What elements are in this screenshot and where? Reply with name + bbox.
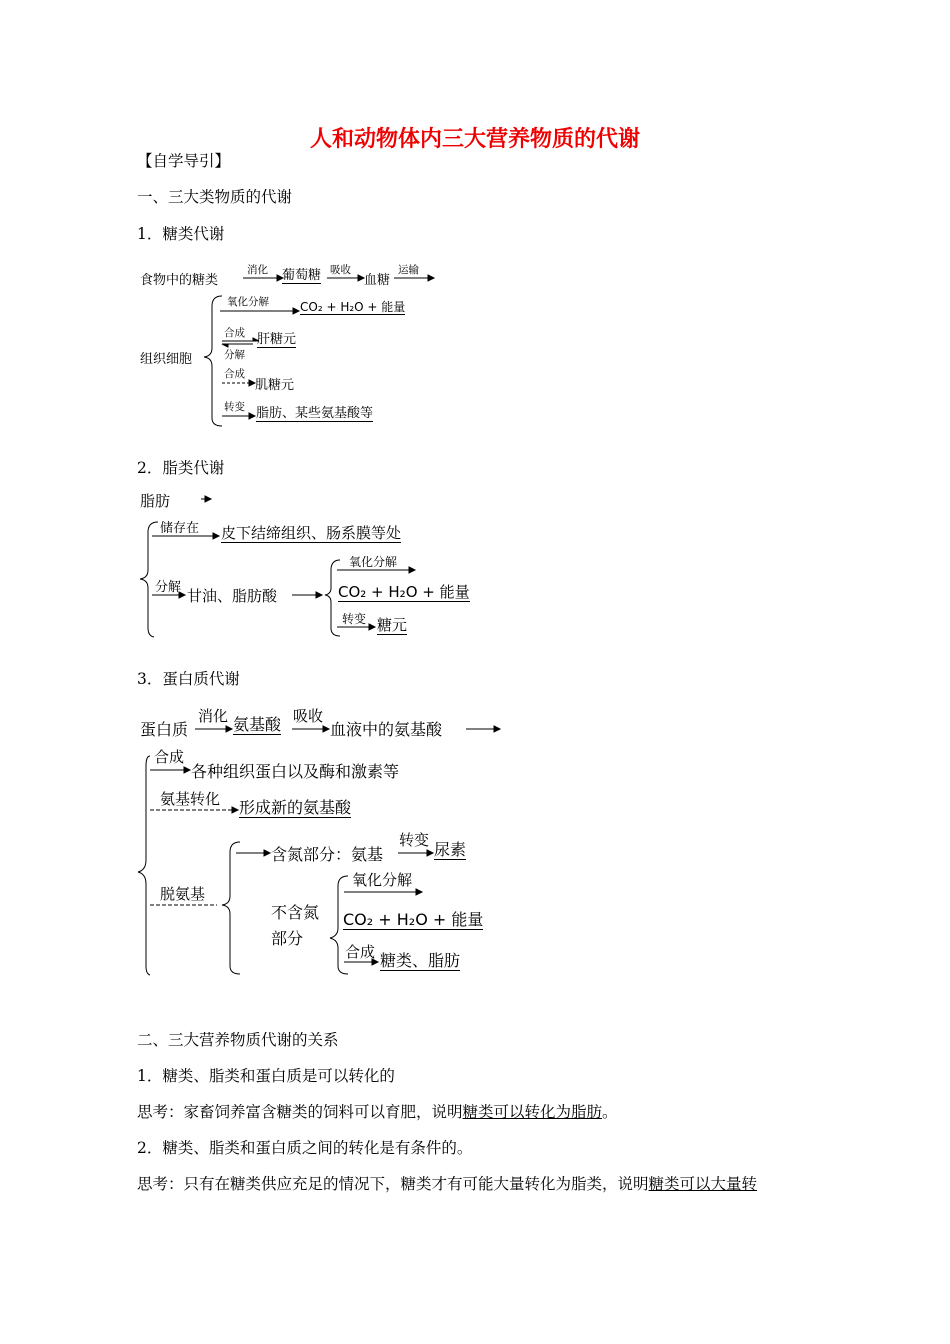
- sugar-oxidize-label: 氧化分解: [227, 296, 269, 308]
- protein-blood-aa: 血液中的氨基酸: [330, 720, 443, 739]
- sugar-food: 食物中的糖类: [140, 273, 219, 288]
- guide-header: 【自学导引】: [137, 152, 231, 170]
- paragraph-1: 1．糖类、脂类和蛋白质是可以转化的: [137, 1067, 395, 1085]
- lipid-fat: 脂肪: [140, 492, 171, 510]
- lipid-decomp-label: 分解: [155, 580, 182, 595]
- sugar-decomp-label: 分解: [224, 349, 245, 361]
- lipid-glycerol-fa: 甘油、脂肪酸: [187, 587, 278, 605]
- protein-products: CO₂ + H₂O + 能量: [343, 910, 484, 929]
- sugar-synth-label: 合成: [224, 327, 245, 339]
- sugar-absorb-label: 吸收: [330, 264, 351, 276]
- think-1: [137, 1102, 618, 1122]
- think-1-suffix: 。: [602, 1103, 618, 1121]
- protein-sugar-fat: 糖类、脂肪: [380, 951, 461, 970]
- think-2-answer: 糖类可以大量转: [648, 1175, 758, 1193]
- protein-oxidize-label: 氧化分解: [352, 871, 413, 889]
- protein-heading: 3．蛋白质代谢: [137, 670, 240, 688]
- protein-amino-acid: 氨基酸: [233, 715, 282, 734]
- lipid-store-place: 皮下结缔组织、肠系膜等处: [221, 524, 402, 542]
- paragraph-2: 2．糖类、脂类和蛋白质之间的转化是有条件的。: [137, 1139, 473, 1157]
- sugar-heading: 1．糖类代谢: [137, 225, 225, 243]
- protein-non-n-part: 不含氮部分: [271, 903, 320, 948]
- protein-synth2-label: 合成: [345, 943, 376, 961]
- protein-digest-label: 消化: [198, 707, 229, 725]
- lipid-oxidize-label: 氧化分解: [349, 555, 398, 569]
- sugar-digest-label: 消化: [247, 264, 268, 276]
- section1-heading: 一、三大类物质的代谢: [137, 188, 293, 206]
- protein-n-part: 含氮部分：氨基: [271, 845, 384, 864]
- page-title: 人和动物体内三大营养物质的代谢: [309, 127, 640, 152]
- protein-absorb-label: 吸收: [293, 707, 324, 725]
- sugar-muscle-glycogen: 肌糖元: [255, 378, 295, 393]
- protein-protein: 蛋白质: [140, 720, 189, 739]
- sugar-tissue-cells: 组织细胞: [140, 352, 193, 367]
- think-2: [137, 1174, 757, 1194]
- lipid-heading: 2．脂类代谢: [137, 459, 225, 477]
- think-1-prefix: 思考：家畜饲养富含糖类的饲料可以育肥，说明: [137, 1103, 463, 1121]
- sugar-glucose: 葡萄糖: [282, 268, 322, 283]
- protein-new-aa: 形成新的氨基酸: [239, 798, 352, 817]
- think-2-prefix: 思考：只有在糖类供应充足的情况下，糖类才有可能大量转化为脂类，说明: [137, 1175, 649, 1193]
- sugar-fat-aa: 脂肪、某些氨基酸等: [256, 406, 374, 421]
- lipid-glycogen: 糖元: [377, 616, 408, 634]
- lipid-store-label: 储存在: [160, 521, 200, 536]
- lipid-convert-label: 转变: [342, 612, 367, 626]
- sugar-liver-glycogen: 肝糖元: [257, 332, 297, 347]
- think-1-answer: 糖类可以转化为脂肪: [462, 1103, 603, 1121]
- section2-heading: 二、三大营养物质代谢的关系: [137, 1031, 339, 1049]
- sugar-synth2-label: 合成: [224, 368, 245, 380]
- protein-urea: 尿素: [434, 840, 467, 859]
- protein-transamination-label: 氨基转化: [160, 790, 221, 808]
- sugar-transport-label: 运输: [398, 264, 419, 276]
- lipid-products: CO₂ + H₂O + 能量: [338, 583, 470, 601]
- protein-convert-label: 转变: [399, 831, 430, 849]
- protein-deamination-label: 脱氨基: [160, 885, 206, 903]
- sugar-convert-label: 转变: [224, 401, 245, 413]
- protein-synth-label: 合成: [154, 748, 185, 766]
- sugar-blood-sugar: 血糖: [364, 273, 391, 288]
- protein-proteins-etc: 各种组织蛋白以及酶和激素等: [191, 762, 400, 781]
- sugar-products: CO₂ + H₂O + 能量: [300, 300, 406, 314]
